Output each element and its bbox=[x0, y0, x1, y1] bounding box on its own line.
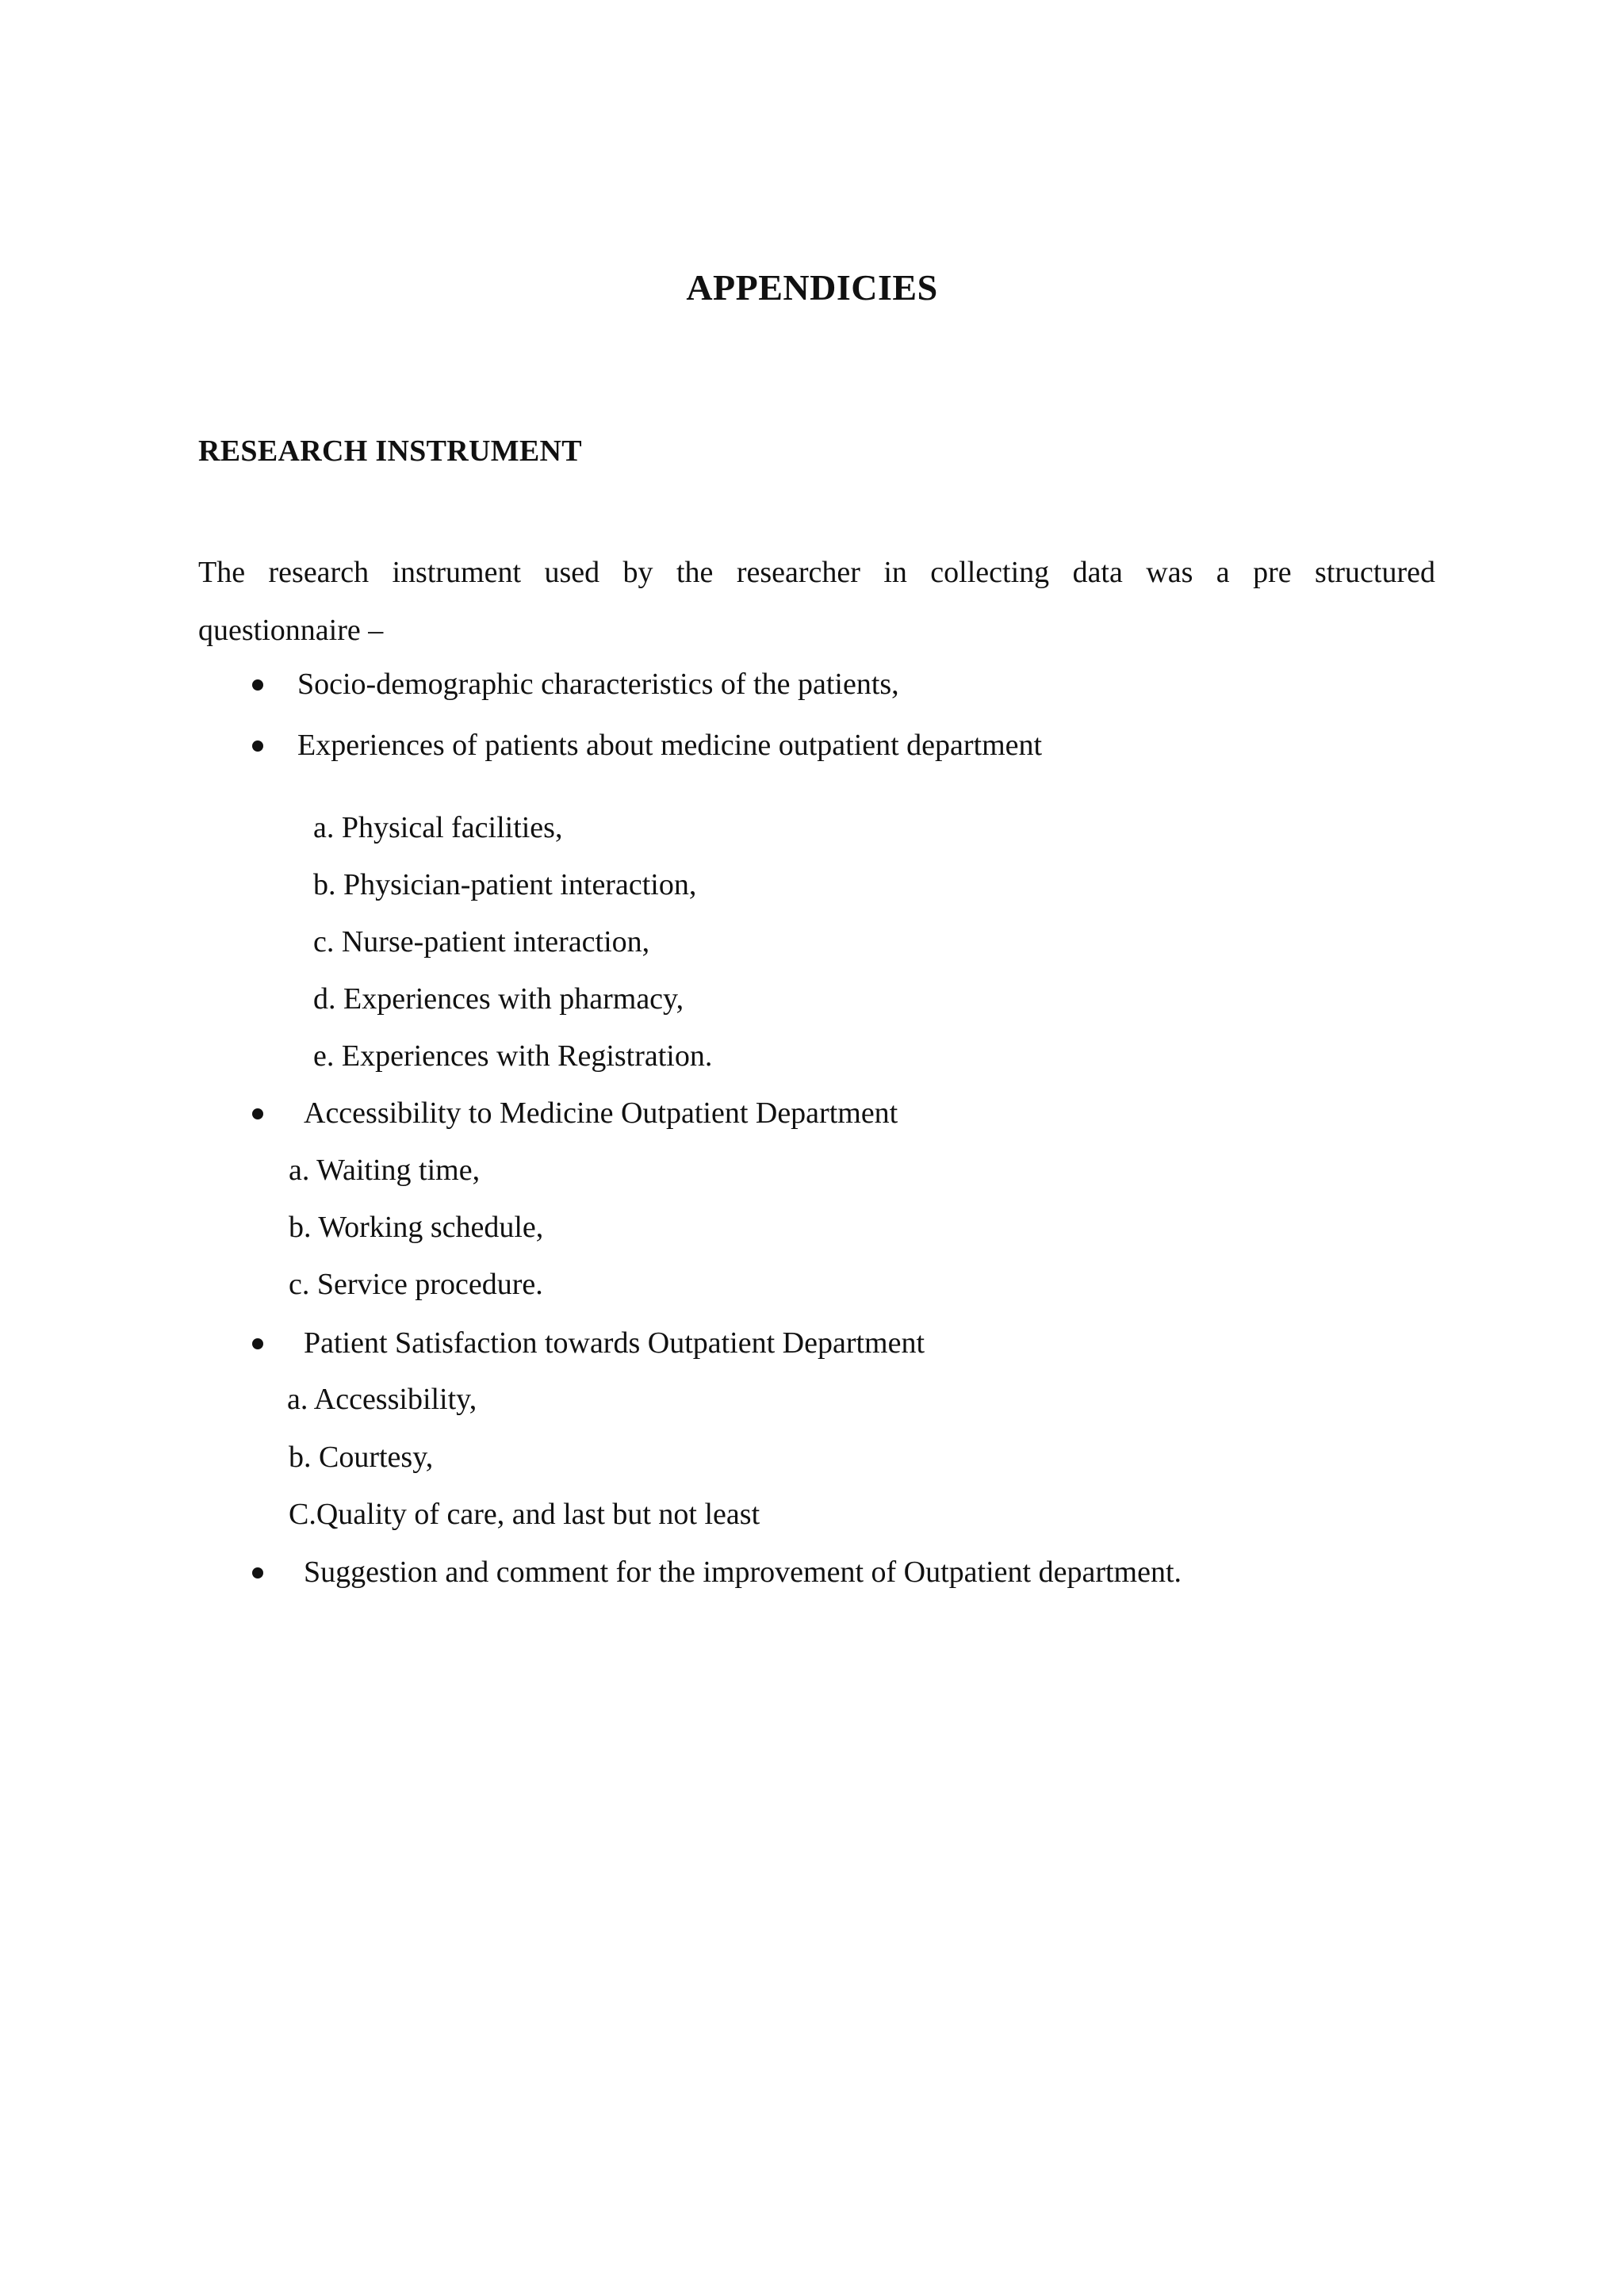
bullet-item: Suggestion and comment for the improvement of Outpatient department. bbox=[304, 1556, 1182, 1589]
bullet-marker bbox=[252, 1567, 263, 1578]
sub-item: e. Experiences with Registration. bbox=[313, 1039, 713, 1073]
sub-item: c. Nurse-patient interaction, bbox=[313, 925, 650, 959]
bullet-item: Patient Satisfaction towards Outpatient Department bbox=[304, 1326, 925, 1360]
section-heading: RESEARCH INSTRUMENT bbox=[198, 434, 582, 468]
bullet-item: Experiences of patients about medicine outpatient department bbox=[297, 729, 1043, 762]
sub-item: a. Waiting time, bbox=[289, 1154, 481, 1187]
intro-line-2: questionnaire – bbox=[198, 614, 384, 647]
sub-item: b. Courtesy, bbox=[289, 1441, 434, 1474]
intro-line-1: The research instrument used by the researcher in collecting data was a pre structured bbox=[198, 556, 1435, 589]
sub-item: a. Physical facilities, bbox=[313, 811, 563, 844]
page-title: APPENDICIES bbox=[686, 267, 938, 308]
bullet-item: Accessibility to Medicine Outpatient Department bbox=[304, 1096, 898, 1130]
bullet-item: Socio-demographic characteristics of the patients, bbox=[297, 668, 899, 701]
bullet-marker bbox=[252, 740, 263, 752]
sub-item: C.Quality of care, and last but not least bbox=[289, 1498, 760, 1531]
bullet-marker bbox=[252, 1108, 263, 1119]
sub-item: c. Service procedure. bbox=[289, 1268, 543, 1301]
bullet-marker bbox=[252, 1338, 263, 1349]
bullet-marker bbox=[252, 679, 263, 691]
sub-item: b. Physician-patient interaction, bbox=[313, 868, 697, 901]
sub-item: d. Experiences with pharmacy, bbox=[313, 982, 684, 1016]
sub-item: b. Working schedule, bbox=[289, 1211, 544, 1244]
intro-paragraph bbox=[198, 544, 1435, 660]
sub-item: a. Accessibility, bbox=[287, 1383, 477, 1416]
